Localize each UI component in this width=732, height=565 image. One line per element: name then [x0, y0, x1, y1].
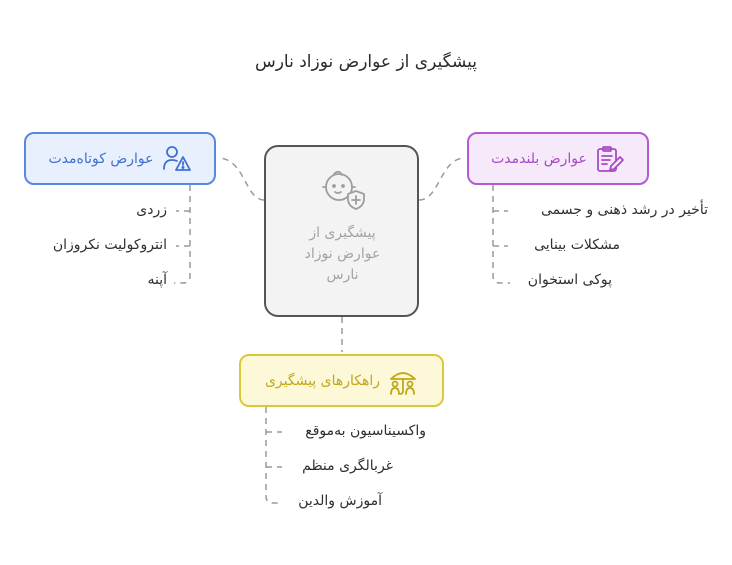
short-term-item: انتروکولیت نکروزان: [52, 237, 167, 253]
long-term-item: مشکلات بینایی: [534, 237, 620, 253]
connector-short-trunk: [174, 185, 190, 283]
connector-long-trunk: [493, 185, 510, 283]
baby-shield-icon: [320, 167, 368, 211]
center-node: [264, 145, 419, 317]
short-term-item: آپنه: [147, 272, 167, 288]
prevention-label: راهکارهای پیشگیری: [264, 372, 381, 389]
long-term-item: تأخیر در رشد ذهنی و جسمی: [540, 202, 708, 218]
prevention-item: آموزش والدین: [298, 493, 382, 509]
short-term-label: عوارض کوتاه‌مدت: [48, 150, 154, 167]
person-warning-icon: [162, 145, 192, 173]
long-term-label: عوارض بلندمدت: [491, 150, 587, 167]
long-term-item: پوکی استخوان: [527, 272, 612, 288]
prevention-item: غربالگری منظم: [302, 458, 393, 474]
short-term-item: زردی: [136, 202, 167, 218]
short-term-box: [24, 132, 216, 185]
connector-center-short: [218, 158, 264, 200]
prevention-box: [239, 354, 444, 407]
center-label-line-2: عوارض نوزاد: [304, 246, 381, 262]
long-term-box: [467, 132, 649, 185]
umbrella-person-icon: [388, 367, 418, 395]
connector-center-long: [419, 158, 465, 200]
connector-prev-trunk: [266, 407, 282, 503]
diagram-title: پیشگیری از عوارض نوزاد نارس: [254, 52, 478, 72]
prevention-item: واکسیناسیون به‌موقع: [305, 423, 426, 439]
center-label: [276, 223, 409, 286]
clipboard-edit-icon: [595, 145, 625, 173]
center-label-line-1: پیشگیری از: [309, 225, 376, 241]
center-label-line-3: نارس: [326, 267, 359, 283]
